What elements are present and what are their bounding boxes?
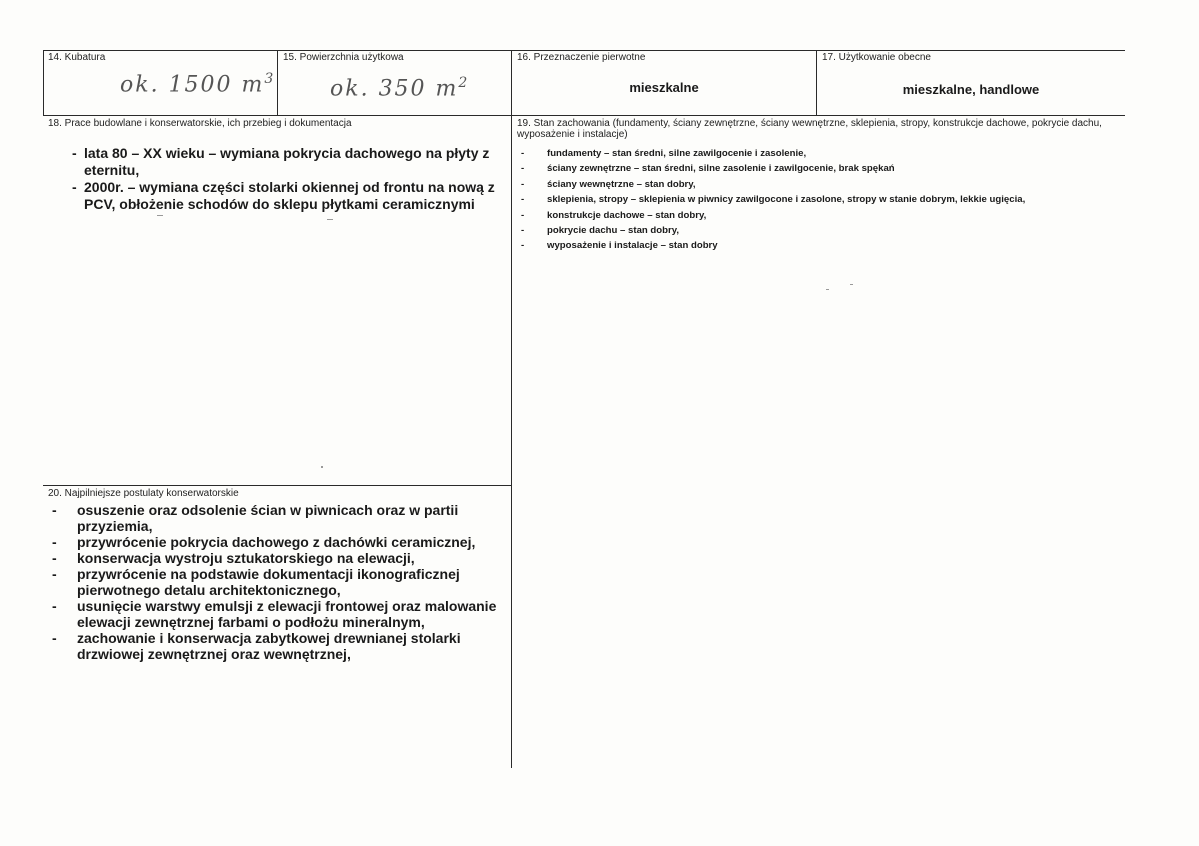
header-row-bottom-border <box>43 115 1125 116</box>
section18-bottom-border <box>43 485 511 486</box>
scan-speck <box>327 219 333 220</box>
list-item: - sklepienia, stropy – sklepienia w piwnicy zawilgocone i zasolone, stropy w stanie dobrym, lekkie ugięcia, <box>516 192 1116 207</box>
list-item: - konstrukcje dachowe – stan dobry, <box>516 208 1116 223</box>
list-item: - fundamenty – stan średni, silne zawilgocenie i zasolenie, <box>516 146 1116 161</box>
list-item: - usunięcie warstwy emulsji z elewacji frontowej oraz malowanie elewacji zewnętrznej farbami o podłożu mineralnym, <box>46 598 510 630</box>
list-item: - lata 80 – XX wieku – wymiana pokrycia dachowego na płyty z eternitu, <box>50 145 512 179</box>
list-item: - przywrócenie pokrycia dachowego z dachówki ceramicznej, <box>46 534 510 550</box>
field-17-value: mieszkalne, handlowe <box>902 82 1040 97</box>
section-20-list <box>46 502 510 662</box>
section-19-label: 19. Stan zachowania (fundamenty, ściany zewnętrzne, ściany wewnętrzne, sklepienia, stropy, konstrukcje dachowe, pokrycie dachu, wyposażenie i instalacje) <box>517 118 1102 140</box>
list-item: - osuszenie oraz odsolenie ścian w piwnicach oraz w partii przyziemia, <box>46 502 510 534</box>
list-item: - konserwacja wystroju sztukatorskiego na elewacji, <box>46 550 510 566</box>
col-divider-14-15 <box>277 50 278 116</box>
list-item: - zachowanie i konserwacja zabytkowej drewnianej stolarki drzwiowej zewnętrznej oraz wewnętrznej, <box>46 630 510 662</box>
table-top-border <box>43 50 1125 51</box>
table-left-border <box>43 50 44 116</box>
field-15-handwritten-value: ok. 350 $m^2$ <box>330 75 470 102</box>
section-20-label: 20. Najpilniejsze postulaty konserwatorskie <box>48 488 239 499</box>
list-item: - wyposażenie i instalacje – stan dobry <box>516 238 1116 253</box>
section-18-label: 18. Prace budowlane i konserwatorskie, ich przebieg i dokumentacja <box>48 118 352 129</box>
list-item: - przywrócenie na podstawie dokumentacji ikonograficznej pierwotnego detalu architektonicznego, <box>46 566 510 598</box>
field-14-label: 14. Kubatura <box>48 52 106 63</box>
scan-speck <box>157 215 163 216</box>
field-15-label: 15. Powierzchnia użytkowa <box>283 52 404 63</box>
section-18-list <box>50 145 512 213</box>
scan-speck <box>826 289 829 290</box>
list-item: - ściany wewnętrzne – stan dobry, <box>516 177 1116 192</box>
list-item: - 2000r. – wymiana części stolarki okiennej od frontu na nową z PCV, obłożenie schodów do sklepu płytkami ceramicznymi <box>50 179 512 213</box>
section-19-list <box>516 146 1116 254</box>
field-17-label: 17. Użytkowanie obecne <box>822 52 931 63</box>
list-item: - pokrycie dachu – stan dobry, <box>516 223 1116 238</box>
list-item: - ściany zewnętrzne – stan średni, silne zasolenie i zawilgocenie, brak spękań <box>516 161 1116 176</box>
field-14-handwritten-value: ok. 1500 $m^3$ <box>120 71 276 98</box>
scan-speck <box>321 466 323 468</box>
field-16-value: mieszkalne <box>629 80 699 95</box>
scan-speck <box>850 284 853 285</box>
field-16-label: 16. Przeznaczenie pierwotne <box>517 52 646 63</box>
